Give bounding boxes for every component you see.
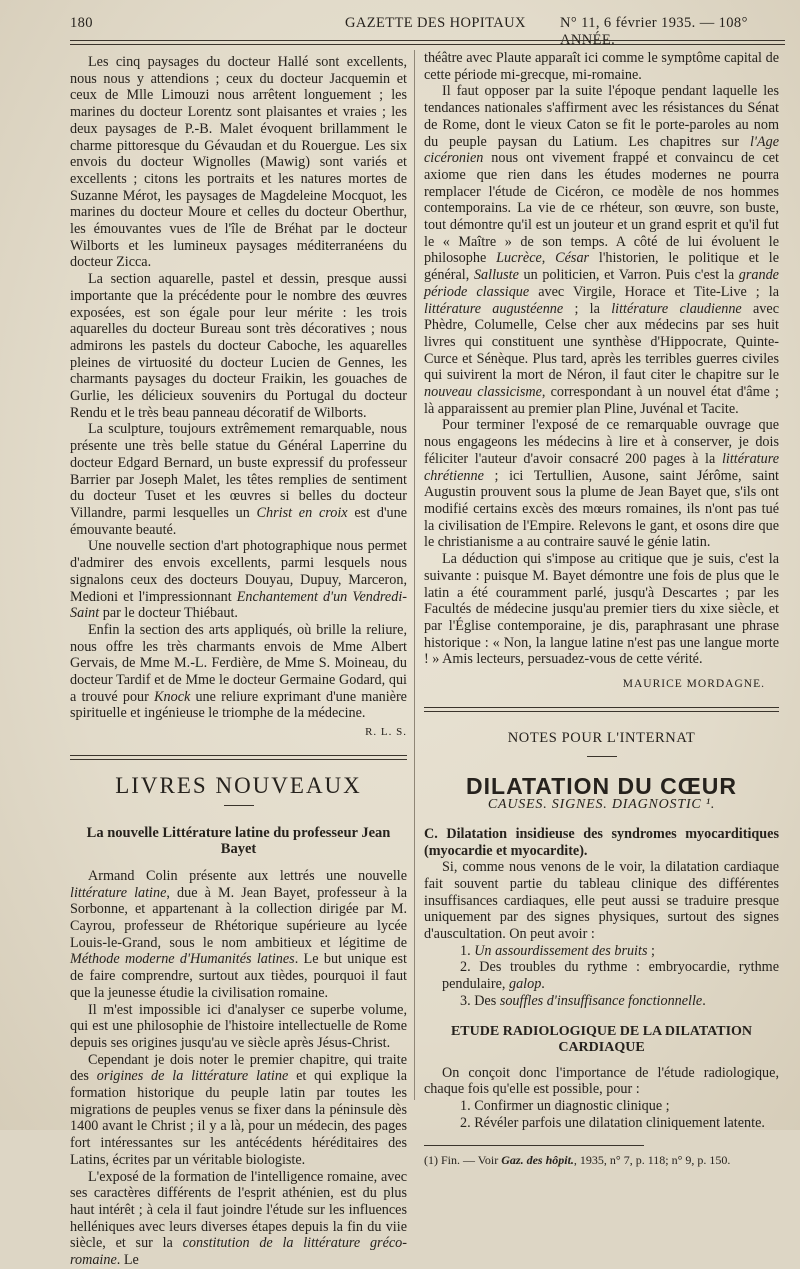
article-title-dilatation: DILATATION DU CŒUR <box>466 773 737 800</box>
italic-segment: Salluste <box>473 267 519 284</box>
right-column <box>424 50 779 1168</box>
column-divider <box>414 50 415 1100</box>
paragraph-book-3 <box>70 1052 407 1169</box>
paragraph-sculpture <box>70 421 407 538</box>
issue-info: N° 11, 6 février 1935. — 108° ANNÉE. <box>560 15 748 48</box>
italic-segment: nouveau classicisme <box>424 384 542 401</box>
italic-segment: grande période classique <box>424 267 779 300</box>
paragraph-c: Si, comme nous venons de le voir, la dilatation cardiaque fait souvent partie du tableau clinique des différentes insuffisances cardiaques, elle peut aussi se traduire presque uniquement par des signes physiques, surtout des signes d'auscultation. On peut avoir : <box>424 859 779 943</box>
italic-segment: constitution de la littérature gréco-romaine <box>70 1235 407 1269</box>
paragraph-terminer <box>424 417 779 551</box>
text-segment: l'historien, le politique et le général, <box>424 250 780 284</box>
italic-segment: Christ en croix <box>256 504 348 521</box>
italic-segment: Enchantement d'un Vendredi-Saint <box>70 588 407 622</box>
text-segment: et qui explique la formation historique du peuple latin par toutes les migrations de peuples venus se fixer dans la péninsule dès 1400 avant le Christ ; il y a là, pour un médecin, des pages fort intéressantes sur les antécédents héréditaires des Latins, écrites par un véritable biologiste. <box>70 1068 407 1168</box>
paragraph-book-1 <box>70 868 407 1002</box>
paragraph-aquarelle: La section aquarelle, pastel et dessin, presque aussi importante que la précédente pour le nombre des œuvres exposées, est son égale pour leur mérite : les trois aquarelles du docteur Bureau sont très décoratives ; nous admirons les pastels du docteur Caboche, les aquarelles pleines de virtuosité du docteur Lucien de Gennes, les charmants paysages du docteur Fraikin, les gouaches de Gurlie, les délicieux souvenirs du Portugal du docteur Rendu et le très beau panneau décoratif de Wilborts. <box>70 271 407 421</box>
paragraph-paysages: Les cinq paysages du docteur Hallé sont excellents, nous nous y attendions ; ceux du docteur Jacquemin et ceux de Mlle Limouzi nous arrêtent longuement ; les marines du docteur Lorentz sont plaisantes et vraies ; les deux paysages de P.-B. Malet évoquent brillamment le charme pittoresque du Gévaudan et du Rouergue. Les six envois du docteur Wignolles (Mawig) sont variés et excellents ; citons les portraits et les natures mortes de Suzanne Mérot, les paysages de Magdeleine Mocquot, les marines du docteur Moure et celles du docteur Oberthur, les émouvantes vues de l'île de Bréhat par le docteur Wilborts et les lumineux paysages méditerranéens du docteur Zicca. <box>70 54 407 271</box>
italic-segment: littérature chrétienne <box>424 450 779 484</box>
text-segment: 1. <box>460 942 475 959</box>
text-segment: un politicien, et Varron. Puis c'est la <box>518 267 739 284</box>
text-segment: par le docteur Thiébaut. <box>99 605 238 622</box>
article-title: La nouvelle Littérature latine du professeur Jean Bayet <box>86 824 391 858</box>
italic-segment: Méthode moderne d'Humanités latines <box>70 951 295 968</box>
text-segment: avec Virgile, Horace et Tite-Live ; la <box>529 283 780 300</box>
text-segment: Armand Colin présente aux lettrés une nouvelle <box>88 867 407 884</box>
paragraph-epoque <box>424 83 779 417</box>
signature-mordagne: MAURICE MORDAGNE. <box>622 678 765 691</box>
italic-segment: Lucrèce <box>496 250 542 267</box>
text-segment: Enfin la section des arts appliqués, où brille la reliure, nous offre les très charmants envois de Mme Albert Gervais, de Mme M.-L. Ferdière, de Mme S. Moineau, du docteur Tardif et de Mme le docteur Germaine Godard, qui a trouvé pour <box>70 621 407 705</box>
bold-heading: C. Dilatation insidieuse des syndromes myocarditiques (myocardie et myocardite). <box>424 825 779 859</box>
text-segment: , 1935, n° 7, p. 118; n° 9, p. 150. <box>573 1153 731 1168</box>
footnote-rule <box>424 1145 644 1146</box>
signature-rls: R. L. S. <box>365 726 407 739</box>
subsection-heading: ETUDE RADIOLOGIQUE DE LA DILATATION CARDIAQUE <box>450 1023 753 1055</box>
paragraph-theatre: théâtre avec Plaute apparaît ici comme le symptôme capital de cette période mi-grecque, mi-romaine. <box>424 50 779 83</box>
section-title-livres: LIVRES NOUVEAUX <box>115 772 362 798</box>
footnote <box>424 1153 779 1168</box>
text-segment: , <box>541 250 556 267</box>
italic-segment: littérature claudienne <box>611 300 742 317</box>
left-column <box>70 54 407 1269</box>
paragraph-deduction: La déduction qui s'impose au critique que je suis, c'est la suivante : puisque M. Bayet démontre une fois de plus que le latin a été couramment parlé, jusqu'à Descartes ; par les Facultés de médecine jusqu'au premier tiers du xixe siècle, et par l'Église contemporaine, je dis, paraphrasant une phrase historique : « Non, la langue latine n'est pas une langue morte ! » Amis lecteurs, persuadez-vous de cette vérité. <box>424 551 779 668</box>
paragraph-arts-appliques <box>70 622 407 722</box>
paragraph-radio: On conçoit donc l'importance de l'étude radiologique, chaque fois qu'elle est possible, pour : <box>424 1064 779 1098</box>
text-segment: L'exposé de la formation de l'intelligence romaine, avec ses caractères différents de l'esprit athénien, est du plus haut intérêt ; à cela il faut joindre l'étude sur les influences helléniques avec leurs diverses étapes depuis la fin du viie siècle, et sur la <box>70 1168 407 1252</box>
section-rule <box>70 755 407 761</box>
text-segment: Pour terminer l'exposé de ce remarquable ouvrage que nous engageons les médecins à lire et à conserver, je dois féliciter l'auteur d'avoir consacré 200 pages à la <box>424 417 779 467</box>
journal-title: GAZETTE DES HOPITAUX <box>345 15 526 31</box>
text-segment: , due à M. Jean Bayet, professeur à la Sorbonne, et appartenant à la collection dirigée par M. Cayrou, professeur de Rhétorique supérieure au lycée Louis-le-Grand, sous le nom ambitieux et légitime de <box>70 884 407 951</box>
text-segment: 2. Des troubles du rythme : embryocardie, rythme pendulaire, <box>442 959 779 993</box>
text-segment: Une nouvelle section d'art photographique nous permet d'admirer des envois excellents, parmi lesquels nous signalons ceux des docteurs Douyau, Dupuy, Marceron, Medioni et l'impressionnant <box>70 538 407 605</box>
text-segment: . <box>541 976 545 993</box>
italic-segment: Un assourdissement des bruits <box>474 942 648 959</box>
text-segment: ; la <box>563 300 612 317</box>
list-item <box>424 993 779 1010</box>
list-item <box>424 959 779 992</box>
paragraph-book-4 <box>70 1169 407 1269</box>
text-segment: 3. Des <box>460 992 500 1009</box>
list-item: 1. Confirmer un diagnostic clinique ; <box>460 1097 670 1114</box>
text-segment: Cependant je dois noter le premier chapitre, qui traite des <box>70 1051 407 1085</box>
italic-segment: l'Age cicéronien <box>424 133 779 167</box>
short-rule <box>224 805 254 806</box>
italic-segment: littérature latine <box>70 884 167 901</box>
paragraph-book-2: Il m'est impossible ici d'analyser ce superbe volume, qui est une philosophie de l'histoire intellectuelle de Rome depuis ses origines jusqu'au ve siècle après Jésus-Christ. <box>70 1001 407 1051</box>
italic-segment: origines de la littérature latine <box>96 1068 289 1085</box>
italic-segment: César <box>555 250 590 267</box>
italic-segment: Knock <box>154 688 191 705</box>
text-segment: La sculpture, toujours extrêmement remarquable, nous présente une très belle statue du Général Laperrine du docteur Edgard Bernard, un buste expressif du professeur Barrier par Joseph Malet, les têtes remplies de sentiment du docteur Tuset et les œuvres si belles du docteur Villandre, parmi lesquelles un <box>70 421 407 521</box>
italic-segment: galop <box>508 976 542 993</box>
short-rule <box>587 756 617 757</box>
italic-segment: littérature augustéenne <box>424 300 564 317</box>
text-segment: . Le but unique est de faire comprendre, surtout aux tièdes, pourquoi il faut que la jeunesse étudie la civilisation romaine. <box>70 951 407 1001</box>
section-title-notes: NOTES POUR L'INTERNAT <box>507 729 696 746</box>
text-segment: avec Phèdre, Columelle, Celse cher aux médecins par ses huit livres qui constituent une synthèse d'Hippocrate, Quinte-Curce et Sénèque. Plus tard, après les terribles guerres civiles qui suivirent la mort de Néron, il faut citer le chapitre sur le <box>424 300 779 384</box>
list-item: 2. Révéler parfois une dilatation cliniquement latente. <box>460 1114 765 1131</box>
paragraph-photographie <box>70 538 407 622</box>
page-number: 180 <box>70 15 93 31</box>
heading-c <box>424 826 779 859</box>
text-segment: une reliure exprimant d'une manière spirituelle et ingénieuse le triomphe de la médecine. <box>70 688 407 722</box>
page-header <box>70 12 785 48</box>
list-item <box>424 943 779 960</box>
section-rule <box>424 707 779 713</box>
text-segment: . Le <box>116 1252 139 1269</box>
text-segment: nous ont vivement frappé et convaincu de cet axiome que rien dans les études modernes ne pourra remplacer l'étude de Cicéron, ce modèle de nos hommes contemporains. La vie de ce rhéteur, son œuvre, son buste, tout démontre qu'il est un jouteur et un grand esprit et qu'il fut le « Maître » de son temps. A côté de lui évoluent le philosophe <box>424 150 779 267</box>
italic-segment: Gaz. des hôpit. <box>501 1153 574 1168</box>
text-segment: . <box>702 992 706 1009</box>
text-segment: ; <box>647 942 655 959</box>
text-segment: (1) Fin. — Voir <box>424 1153 502 1168</box>
text-segment: est d'une émouvante beauté. <box>70 504 407 538</box>
italic-segment: souffles d'insuffisance fonctionnelle <box>499 992 703 1009</box>
article-subtitle: CAUSES. SIGNES. DIAGNOSTIC ¹. <box>487 797 716 813</box>
text-segment: Il faut opposer par la suite l'époque pendant laquelle les tendances nationales s'affirment avec les résistances du Sénat de Rome, dont le vieux Caton se fit le porte-paroles au nom du peuple paysan du Latium. Les chapitres sur <box>424 83 779 150</box>
header-rule <box>70 40 785 41</box>
header-rule-second <box>70 44 785 45</box>
text-segment: , correspondant à un nouvel état d'âme ; là apparaissent au premier plan Pline, Juvénal et Tacite. <box>424 384 779 417</box>
text-segment: ; ici Tertullien, Ausone, saint Jérôme, saint Augustin prouvent sous la plume de Jean Bayet que, s'ils ont modifié certains excès des mœurs romaines, ils n'ont pas tué la civilisation de l'Empire. Relevons le gant, et osons dire que le christianisme a au contraire sauvé le génie latin. <box>424 467 779 551</box>
